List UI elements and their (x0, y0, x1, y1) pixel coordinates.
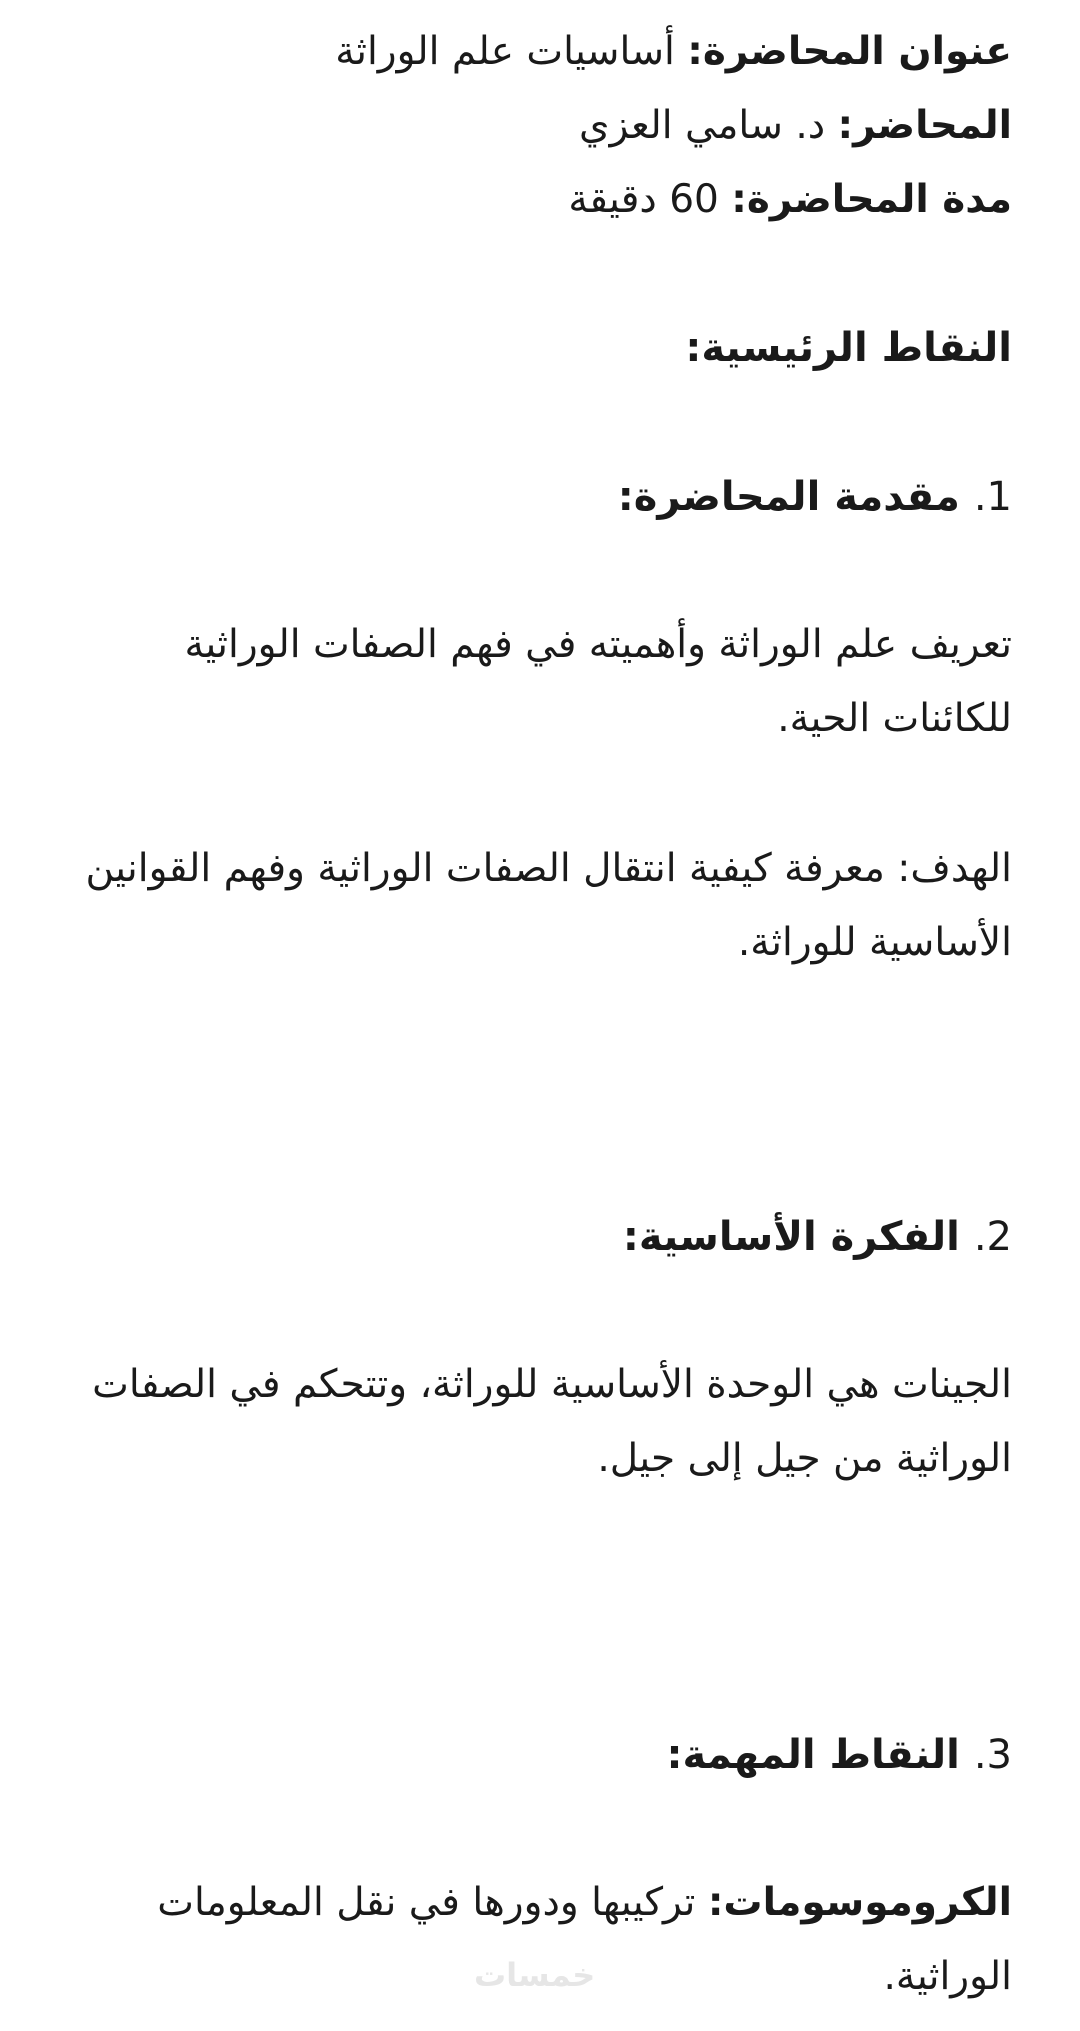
section-2-number: 2. (973, 1214, 1012, 1260)
section-1-heading (618, 460, 1012, 534)
lecture-title-label: عنوان المحاضرة: (687, 29, 1012, 74)
section-2-title: الفكرة الأساسية: (622, 1214, 974, 1260)
duration-value: 60 دقيقة (568, 177, 732, 222)
lecturer-value: د. سامي العزي (579, 103, 838, 148)
section-1-paragraph-2: الهدف: معرفة كيفية انتقال الصفات الوراثية وفهم القوانين الأساسية للوراثة. (85, 846, 1012, 965)
section-1-number: 1. (973, 474, 1012, 520)
lecture-title-value: أساسيات علم الوراثة (335, 29, 688, 74)
section-3-number: 3. (973, 1732, 1012, 1778)
main-points-heading: النقاط الرئيسية: (685, 325, 1012, 371)
duration-label: مدة المحاضرة: (731, 177, 1012, 222)
section-1-title: مقدمة المحاضرة: (617, 474, 974, 520)
duration-line (568, 163, 1012, 237)
section-2-paragraph-1: الجينات هي الوحدة الأساسية للوراثة، وتتحكم في الصفات الوراثية من جيل إلى جيل. (92, 1362, 1012, 1481)
section-2-heading (623, 1200, 1012, 1274)
watermark-logo: خمسات (474, 1956, 596, 1994)
chromosomes-label: الكروموسومات: (707, 1880, 1012, 1925)
lecturer-label: المحاضر: (837, 103, 1012, 148)
chromosomes-text: تركيبها ودورها في نقل المعلومات الوراثية. (157, 1880, 1012, 1999)
section-3-title: النقاط المهمة: (666, 1732, 974, 1778)
section-3-heading (667, 1718, 1012, 1792)
section-1-paragraph-1: تعريف علم الوراثة وأهميته في فهم الصفات الوراثية للكائنات الحية. (184, 622, 1012, 741)
lecture-title-line (335, 15, 1012, 89)
lecturer-line (579, 89, 1012, 163)
